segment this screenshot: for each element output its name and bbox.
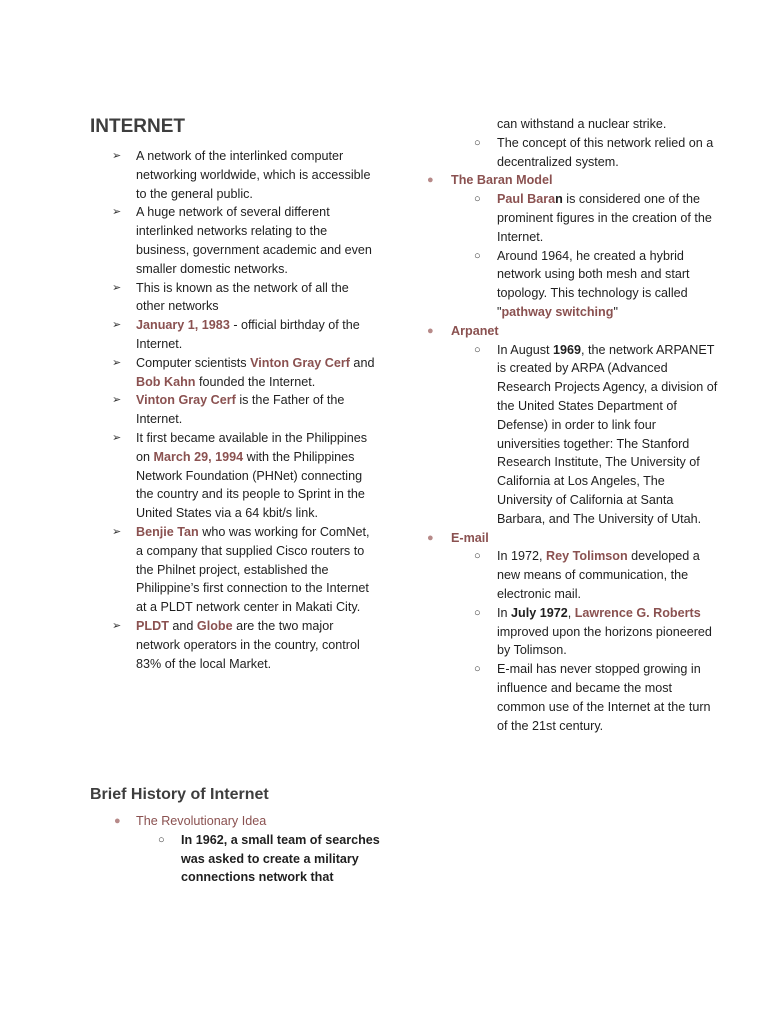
text-segment: Vinton Gray Cerf xyxy=(136,393,236,408)
bullet-circle-icon: ○ xyxy=(474,136,481,149)
text-segment: In August xyxy=(497,342,554,357)
text-segment: with the Philippines Network Foundation (PHNet) connecting the country and its people to Sprint in the United States via a 64 kbit/s link. xyxy=(136,449,365,521)
text-segment: A huge network of several different interlinked networks relating to the business, government academic and even smaller domestic networks. xyxy=(136,205,372,276)
revolutionary-item-text-part2: can withstand a nuclear strike. xyxy=(497,117,667,131)
bullet-circle-icon: ○ xyxy=(474,343,481,356)
text-segment: n xyxy=(555,192,563,207)
text-segment: is the Father of the Internet. xyxy=(136,393,345,427)
section-heading: E-mail xyxy=(451,530,489,545)
list-item xyxy=(90,617,380,673)
section-heading: Arpanet xyxy=(451,323,499,338)
text-segment: In xyxy=(497,605,512,620)
list-item xyxy=(90,203,380,278)
bullet-circle-icon: ○ xyxy=(474,249,481,262)
text-segment: Computer scientists xyxy=(136,355,251,370)
text-segment: Vinton Gray Cerf xyxy=(250,355,350,370)
bullet-dot-icon: ● xyxy=(427,531,434,544)
text-segment: July 1972 xyxy=(511,605,568,620)
arrow-bullet-icon: ➢ xyxy=(112,281,122,294)
text-segment: Rey Tolimson xyxy=(546,549,628,564)
section-heading: The Baran Model xyxy=(451,173,553,188)
text-segment: Benjie Tan xyxy=(136,524,199,539)
bullet-circle-icon: ○ xyxy=(474,193,481,206)
arrow-bullet-icon: ➢ xyxy=(112,431,122,444)
text-segment: , the network ARPANET is created by ARPA (Advanced Research Projects Agency, a division of the United States Department of Defense) in order to link four universities together: The Stanford Research Institute, The University of California at Los Angeles, The University of California at Santa Barbara, and The University of Utah. xyxy=(497,342,718,526)
text-segment: pathway switching xyxy=(501,304,614,319)
text-segment: who was working for ComNet, a company that supplied Cisco routers to the Philnet project, established the Philippine’s first connection to the Internet at a PLDT network center in Makati City. xyxy=(136,524,370,615)
text-segment: This is known as the network of all the other networks xyxy=(136,280,349,314)
revolutionary-item-text-part1: In 1962, a small team of searches was asked to create a military connections network that xyxy=(181,832,380,885)
arrow-bullet-icon: ➢ xyxy=(112,525,122,538)
internet-points-list xyxy=(90,147,380,673)
list-item xyxy=(90,147,380,203)
list-item xyxy=(422,660,722,735)
list-item xyxy=(422,604,722,660)
section-heading-item xyxy=(422,322,722,341)
text-segment: , xyxy=(567,605,575,620)
text-segment: It first became available in the Philippines on xyxy=(136,430,368,464)
text-segment: A network of the interlinked computer networking worldwide, which is accessible to the general public. xyxy=(136,149,371,201)
list-item xyxy=(422,547,722,603)
arrow-bullet-icon: ➢ xyxy=(112,150,122,162)
section-heading-item xyxy=(422,171,722,190)
text-segment: developed a new means of communication, the electronic mail. xyxy=(497,549,700,601)
bullet-dot-icon: ● xyxy=(427,324,434,337)
text-segment: are the two major network operators in the country, control 83% of the local Market. xyxy=(136,618,360,671)
list-item xyxy=(422,341,722,529)
text-segment: and xyxy=(349,355,375,370)
text-segment: improved upon the horizons pioneered by Tolimson. xyxy=(497,624,712,658)
list-item xyxy=(422,134,722,172)
text-segment: Lawrence G. Roberts xyxy=(574,605,701,620)
arrow-bullet-icon: ➢ xyxy=(112,619,122,632)
list-item xyxy=(422,190,722,246)
text-segment: Around 1964, he created a hybrid network using both mesh and start topology. This technology is called " xyxy=(497,248,690,319)
bullet-circle-icon: ○ xyxy=(474,550,481,563)
text-segment: 1969 xyxy=(553,342,582,357)
text-segment: - official birthday of the Internet. xyxy=(136,318,360,351)
text-segment: Bob Kahn xyxy=(136,374,196,389)
text-segment: founded the Internet. xyxy=(195,374,316,389)
history-heading: Brief History of Internet xyxy=(90,786,269,803)
list-item xyxy=(90,279,380,317)
list-item xyxy=(422,247,722,322)
text-segment: March 29, 1994 xyxy=(153,449,244,464)
bullet-circle-icon: ○ xyxy=(474,606,481,619)
text-segment: and xyxy=(168,618,197,633)
revolutionary-idea-section xyxy=(90,812,380,887)
text-segment: Paul Bara xyxy=(497,192,556,207)
page-title: INTERNET xyxy=(90,116,185,137)
arrow-bullet-icon: ➢ xyxy=(112,356,122,369)
revolutionary-item2-text: The concept of this network relied on a decentralized system. xyxy=(497,135,714,169)
text-segment: is considered one of the prominent figures in the creation of the Internet. xyxy=(497,192,712,244)
list-item xyxy=(90,316,380,354)
list-item xyxy=(90,831,380,887)
arrow-bullet-icon: ➢ xyxy=(112,206,122,219)
bullet-dot-icon: ● xyxy=(427,174,434,187)
text-segment: January 1, 1983 xyxy=(136,318,230,333)
arrow-bullet-icon: ➢ xyxy=(112,319,122,332)
text-segment: " xyxy=(613,304,618,319)
right-sections xyxy=(422,171,722,735)
text-segment: In 1972, xyxy=(497,549,547,564)
history-continued xyxy=(422,115,722,735)
revolutionary-idea-heading-item xyxy=(90,812,380,831)
bullet-circle-icon: ○ xyxy=(158,833,165,846)
revolutionary-item-continuation xyxy=(422,115,722,134)
list-item xyxy=(90,429,380,523)
text-segment: PLDT xyxy=(136,618,169,633)
arrow-bullet-icon: ➢ xyxy=(112,394,122,407)
section-heading-item xyxy=(422,529,722,548)
bullet-circle-icon: ○ xyxy=(474,663,481,676)
list-item xyxy=(90,523,380,617)
text-segment: Globe xyxy=(196,618,233,633)
list-item xyxy=(90,391,380,429)
revolutionary-idea-heading: The Revolutionary Idea xyxy=(136,814,267,828)
text-segment: E-mail has never stopped growing in influence and became the most common use of the Internet at the turn of the 21st century. xyxy=(497,662,711,733)
bullet-dot-icon: ● xyxy=(114,815,121,827)
list-item xyxy=(90,354,380,392)
